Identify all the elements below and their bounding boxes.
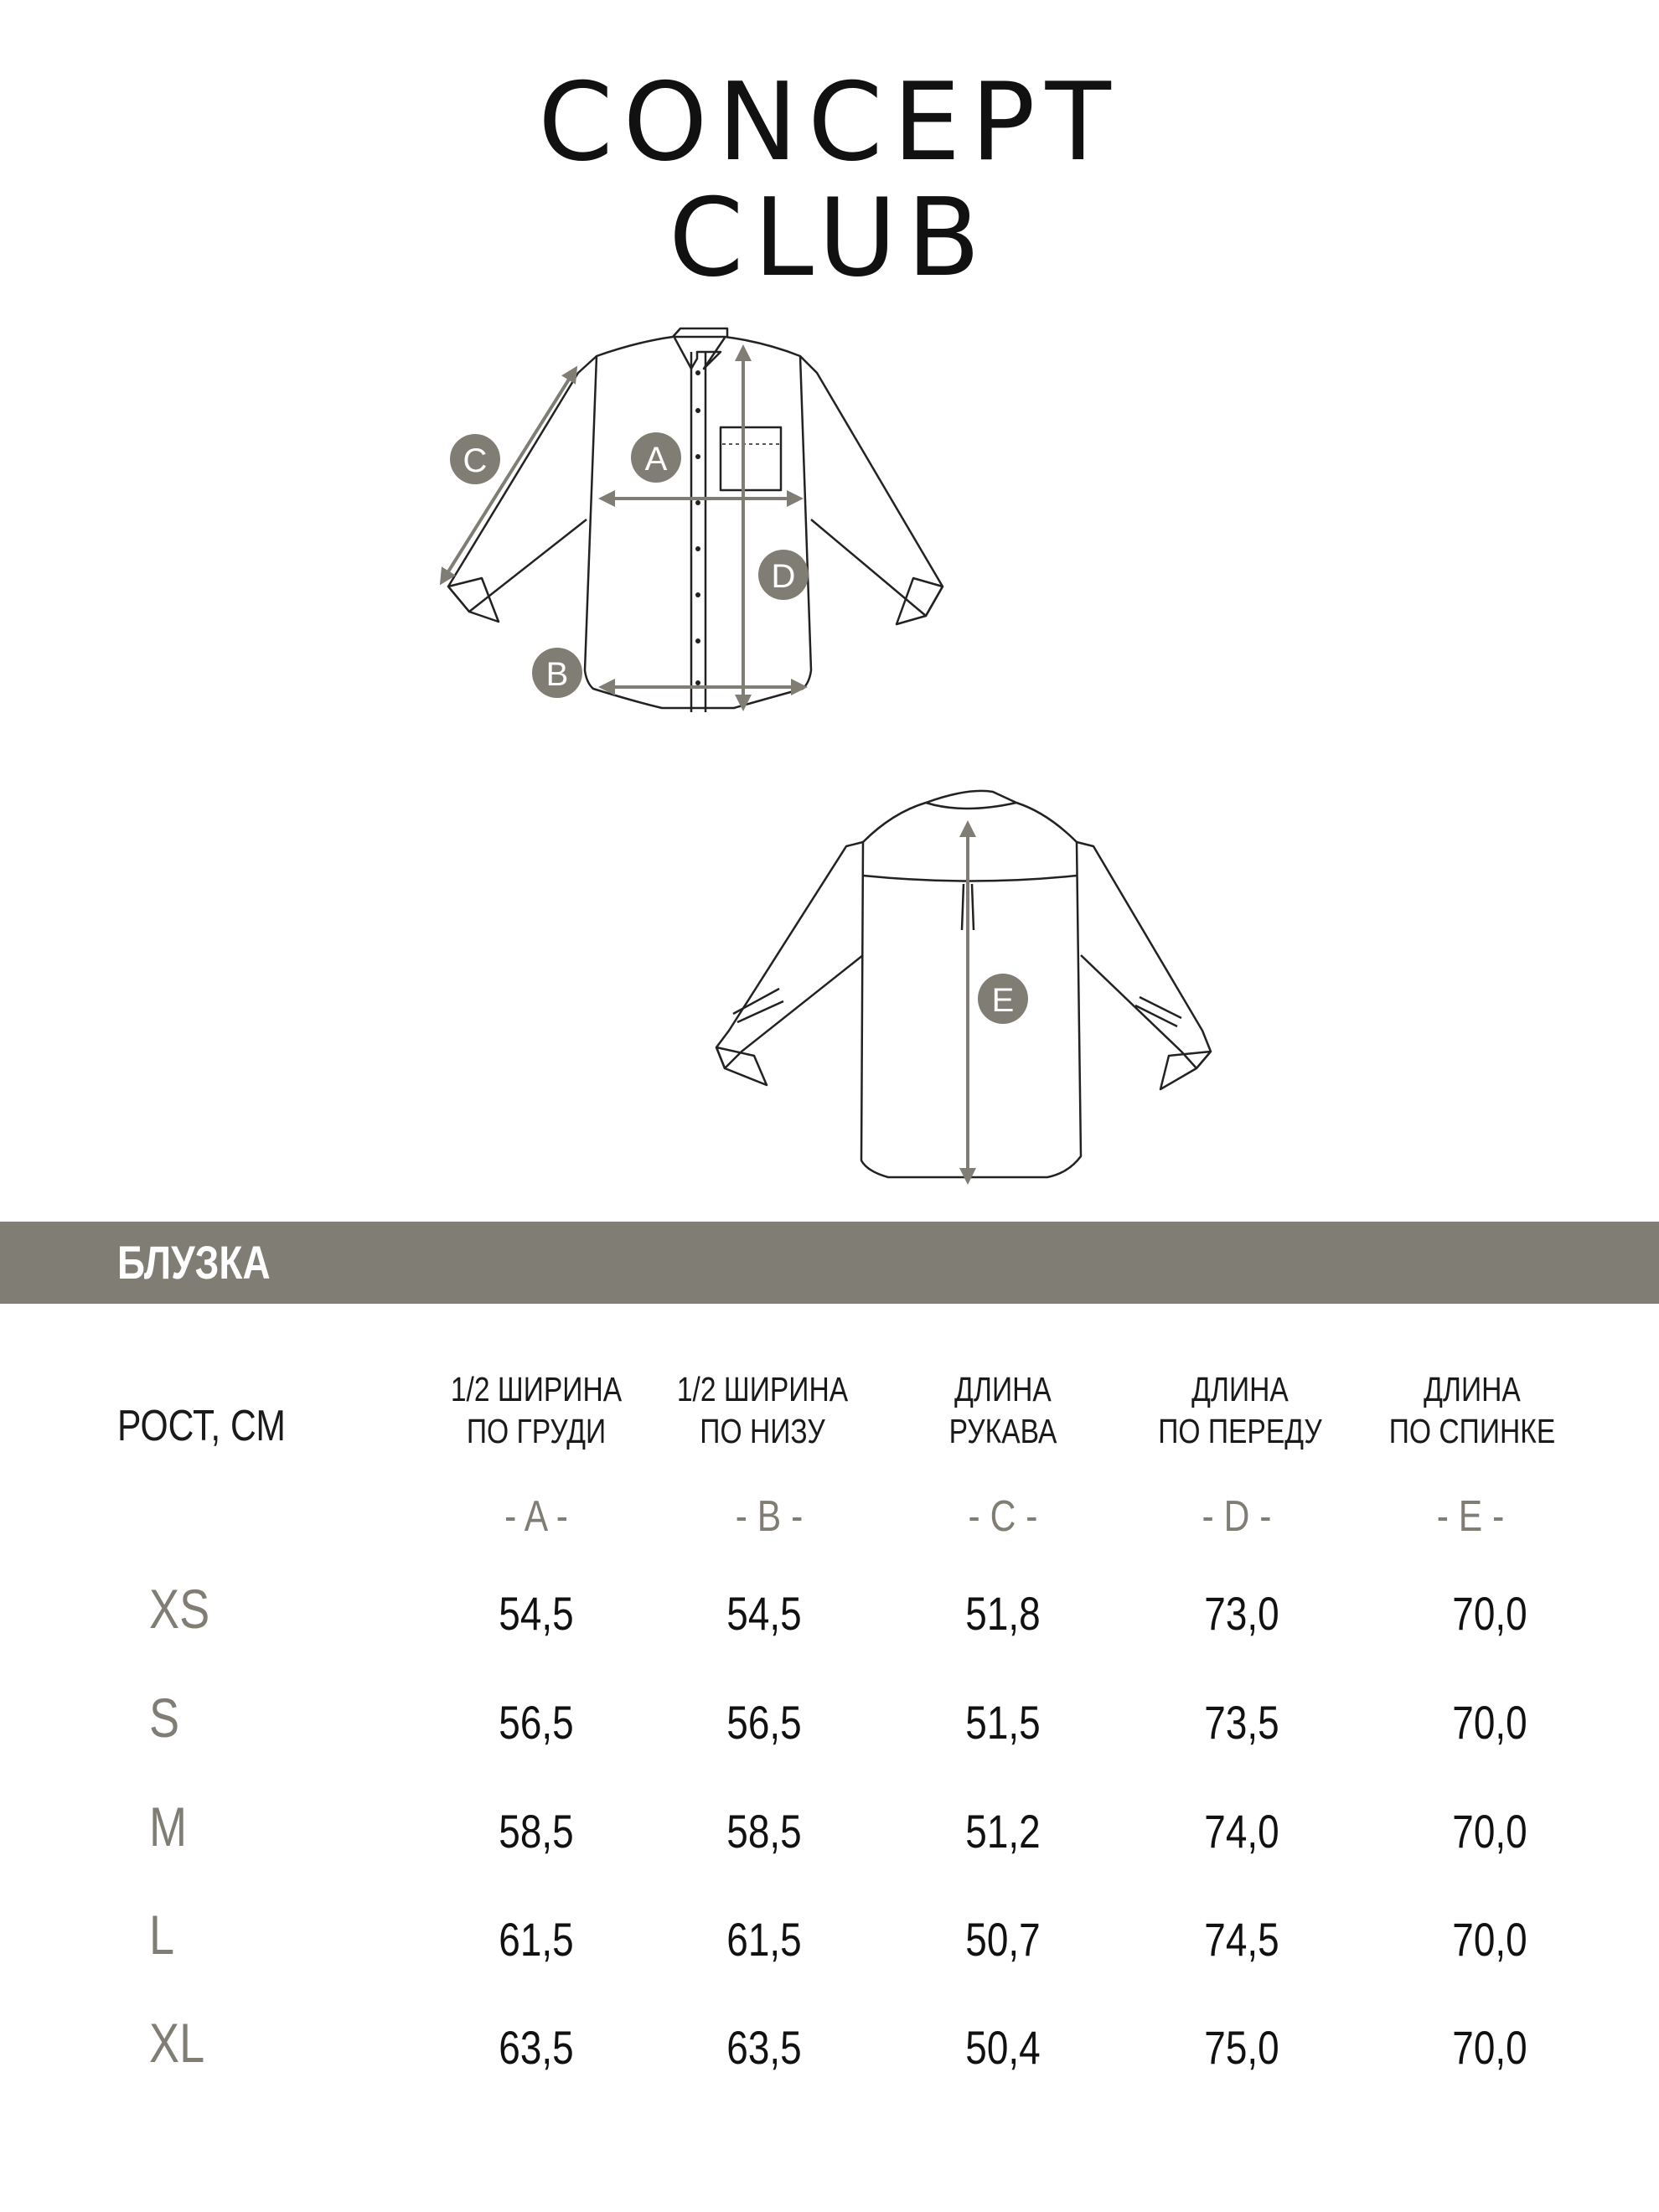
column-header-a: 1/2 ШИРИНА ПО ГРУДИ (450, 1370, 623, 1450)
front-collar (673, 328, 727, 337)
svg-text:A: A (644, 441, 668, 478)
front-right-sleeve (800, 356, 943, 616)
table-cell: 58,5 (499, 1805, 574, 1858)
front-left-cuff (448, 578, 499, 622)
front-body-outline (585, 337, 811, 708)
size-label: L (149, 1904, 175, 1966)
table-cell: 73,0 (1204, 1587, 1279, 1640)
front-collar-points (674, 338, 725, 369)
table-cell: 63,5 (726, 2021, 802, 2074)
table-cell: 51,2 (965, 1805, 1041, 1858)
svg-text:E: E (991, 982, 1015, 1019)
shirt-back-drawing (716, 791, 1211, 1177)
column-header-c: ДЛИНА РУКАВА (948, 1370, 1057, 1450)
back-left-pleats (733, 989, 783, 1022)
column-header-d: ДЛИНА ПО ПЕРЕДУ (1158, 1370, 1322, 1450)
brand-logo-line2: CLUB (669, 176, 990, 301)
brand-logo-line1: CONCEPT (538, 60, 1121, 185)
table-cell: 50,4 (965, 2021, 1041, 2074)
svg-text:D: D (771, 558, 796, 595)
table-cell: 70,0 (1452, 2021, 1527, 2074)
table-cell: 51,5 (965, 1696, 1041, 1749)
banner-title: БЛУЗКА (117, 1236, 271, 1289)
marker-e (978, 974, 1028, 1024)
back-right-pleats (1135, 997, 1181, 1026)
back-collar (926, 803, 1016, 809)
back-body-outline (861, 791, 1081, 1177)
table-cell: 70,0 (1452, 1587, 1527, 1640)
table-cell: 56,5 (499, 1696, 574, 1749)
table-cell: 56,5 (726, 1696, 802, 1749)
table-cell: 54,5 (726, 1587, 802, 1640)
column-code-b: - B - (735, 1492, 804, 1541)
table-cell: 54,5 (499, 1587, 574, 1640)
table-cell: 70,0 (1452, 1913, 1527, 1966)
back-left-sleeve (716, 842, 863, 1068)
size-label: S (149, 1687, 180, 1749)
marker-b (532, 648, 582, 698)
column-code-d: - D - (1202, 1492, 1272, 1541)
front-measure-lines (442, 348, 804, 708)
back-right-sleeve (1077, 842, 1211, 1068)
table-cell: 63,5 (499, 2021, 574, 2074)
shirt-front-drawing (448, 328, 943, 712)
column-code-c: - C - (968, 1492, 1038, 1541)
table-cell: 61,5 (726, 1913, 802, 1966)
table-cell: 70,0 (1452, 1696, 1527, 1749)
size-label: XS (149, 1578, 210, 1640)
back-yoke (863, 876, 1077, 881)
row-header-label: РОСТ, СМ (117, 1402, 286, 1450)
column-header-e: ДЛИНА ПО СПИНКЕ (1388, 1370, 1556, 1450)
table-cell: 75,0 (1204, 2021, 1279, 2074)
table-cell: 58,5 (726, 1805, 802, 1858)
table-cell: 61,5 (499, 1913, 574, 1966)
table-cell: 73,5 (1204, 1696, 1279, 1749)
marker-a (631, 432, 681, 483)
front-buttons (695, 370, 700, 685)
table-cell: 70,0 (1452, 1805, 1527, 1858)
column-header-b: 1/2 ШИРИНА ПО НИЗУ (676, 1370, 849, 1450)
marker-c (450, 434, 500, 484)
table-cell: 74,5 (1204, 1913, 1279, 1966)
back-left-cuff (716, 1047, 767, 1085)
svg-text:B: B (545, 656, 569, 693)
size-label: XL (149, 2012, 205, 2074)
table-cell: 50,7 (965, 1913, 1041, 1966)
column-code-e: - E - (1436, 1492, 1505, 1541)
svg-text:C: C (463, 442, 488, 479)
table-cell: 51,8 (965, 1587, 1041, 1640)
table-cell: 74,0 (1204, 1805, 1279, 1858)
column-code-a: - A - (504, 1492, 568, 1541)
marker-d (758, 550, 809, 600)
section-banner (0, 1222, 1659, 1304)
front-pocket (721, 427, 781, 490)
size-label: M (149, 1796, 188, 1858)
front-right-cuff (897, 578, 943, 624)
